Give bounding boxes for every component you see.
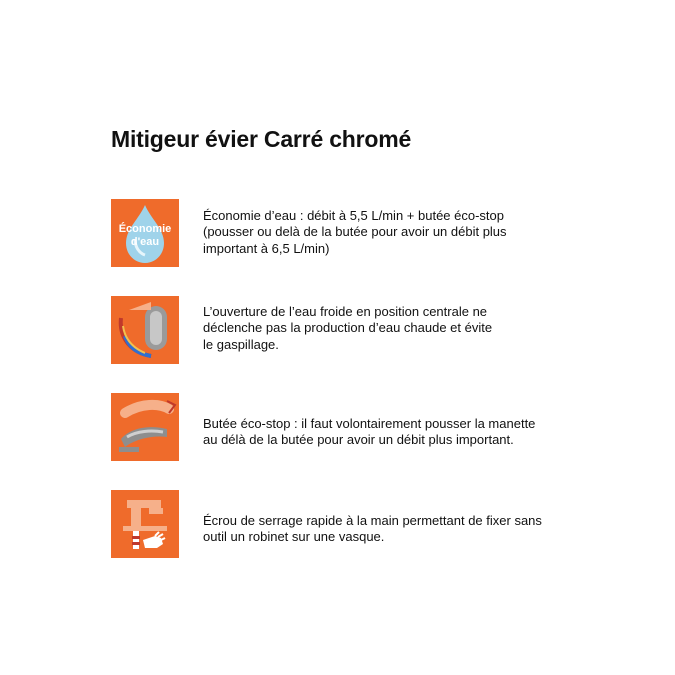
feature-line: au délà de la butée pour avoir un débit plus important. — [203, 432, 514, 448]
eco-stop-lever-icon — [111, 393, 179, 461]
feature-text — [203, 304, 563, 353]
feature-line: Économie d’eau : débit à 5,5 L/min + butée éco-stop — [203, 208, 504, 223]
page-title: Mitigeur évier Carré chromé — [111, 126, 412, 152]
feature-text — [203, 513, 563, 546]
feature-text — [203, 208, 563, 257]
feature-line: déclenche pas la production d’eau chaude et évite — [203, 320, 493, 336]
feature-text — [203, 416, 563, 449]
feature-line: (pousser ou delà de la butée pour avoir un débit plus — [203, 224, 507, 240]
cold-water-lever-icon — [111, 296, 179, 364]
feature-line: le gaspillage. — [203, 336, 279, 352]
icon-text-deau: d'eau — [130, 236, 160, 248]
icon-text-economie: Économie — [118, 223, 172, 235]
water-drop-icon — [111, 199, 179, 267]
feature-line: Butée éco-stop : il faut volontairement pousser la manette — [203, 416, 536, 431]
quick-nut-icon — [111, 490, 179, 558]
feature-line: Écrou de serrage rapide à la main permettant de fixer sans — [203, 513, 542, 528]
feature-line: important à 6,5 L/min) — [203, 240, 330, 256]
feature-line: outil un robinet sur une vasque. — [203, 529, 385, 545]
feature-line: L’ouverture de l’eau froide en position centrale ne — [203, 304, 488, 319]
